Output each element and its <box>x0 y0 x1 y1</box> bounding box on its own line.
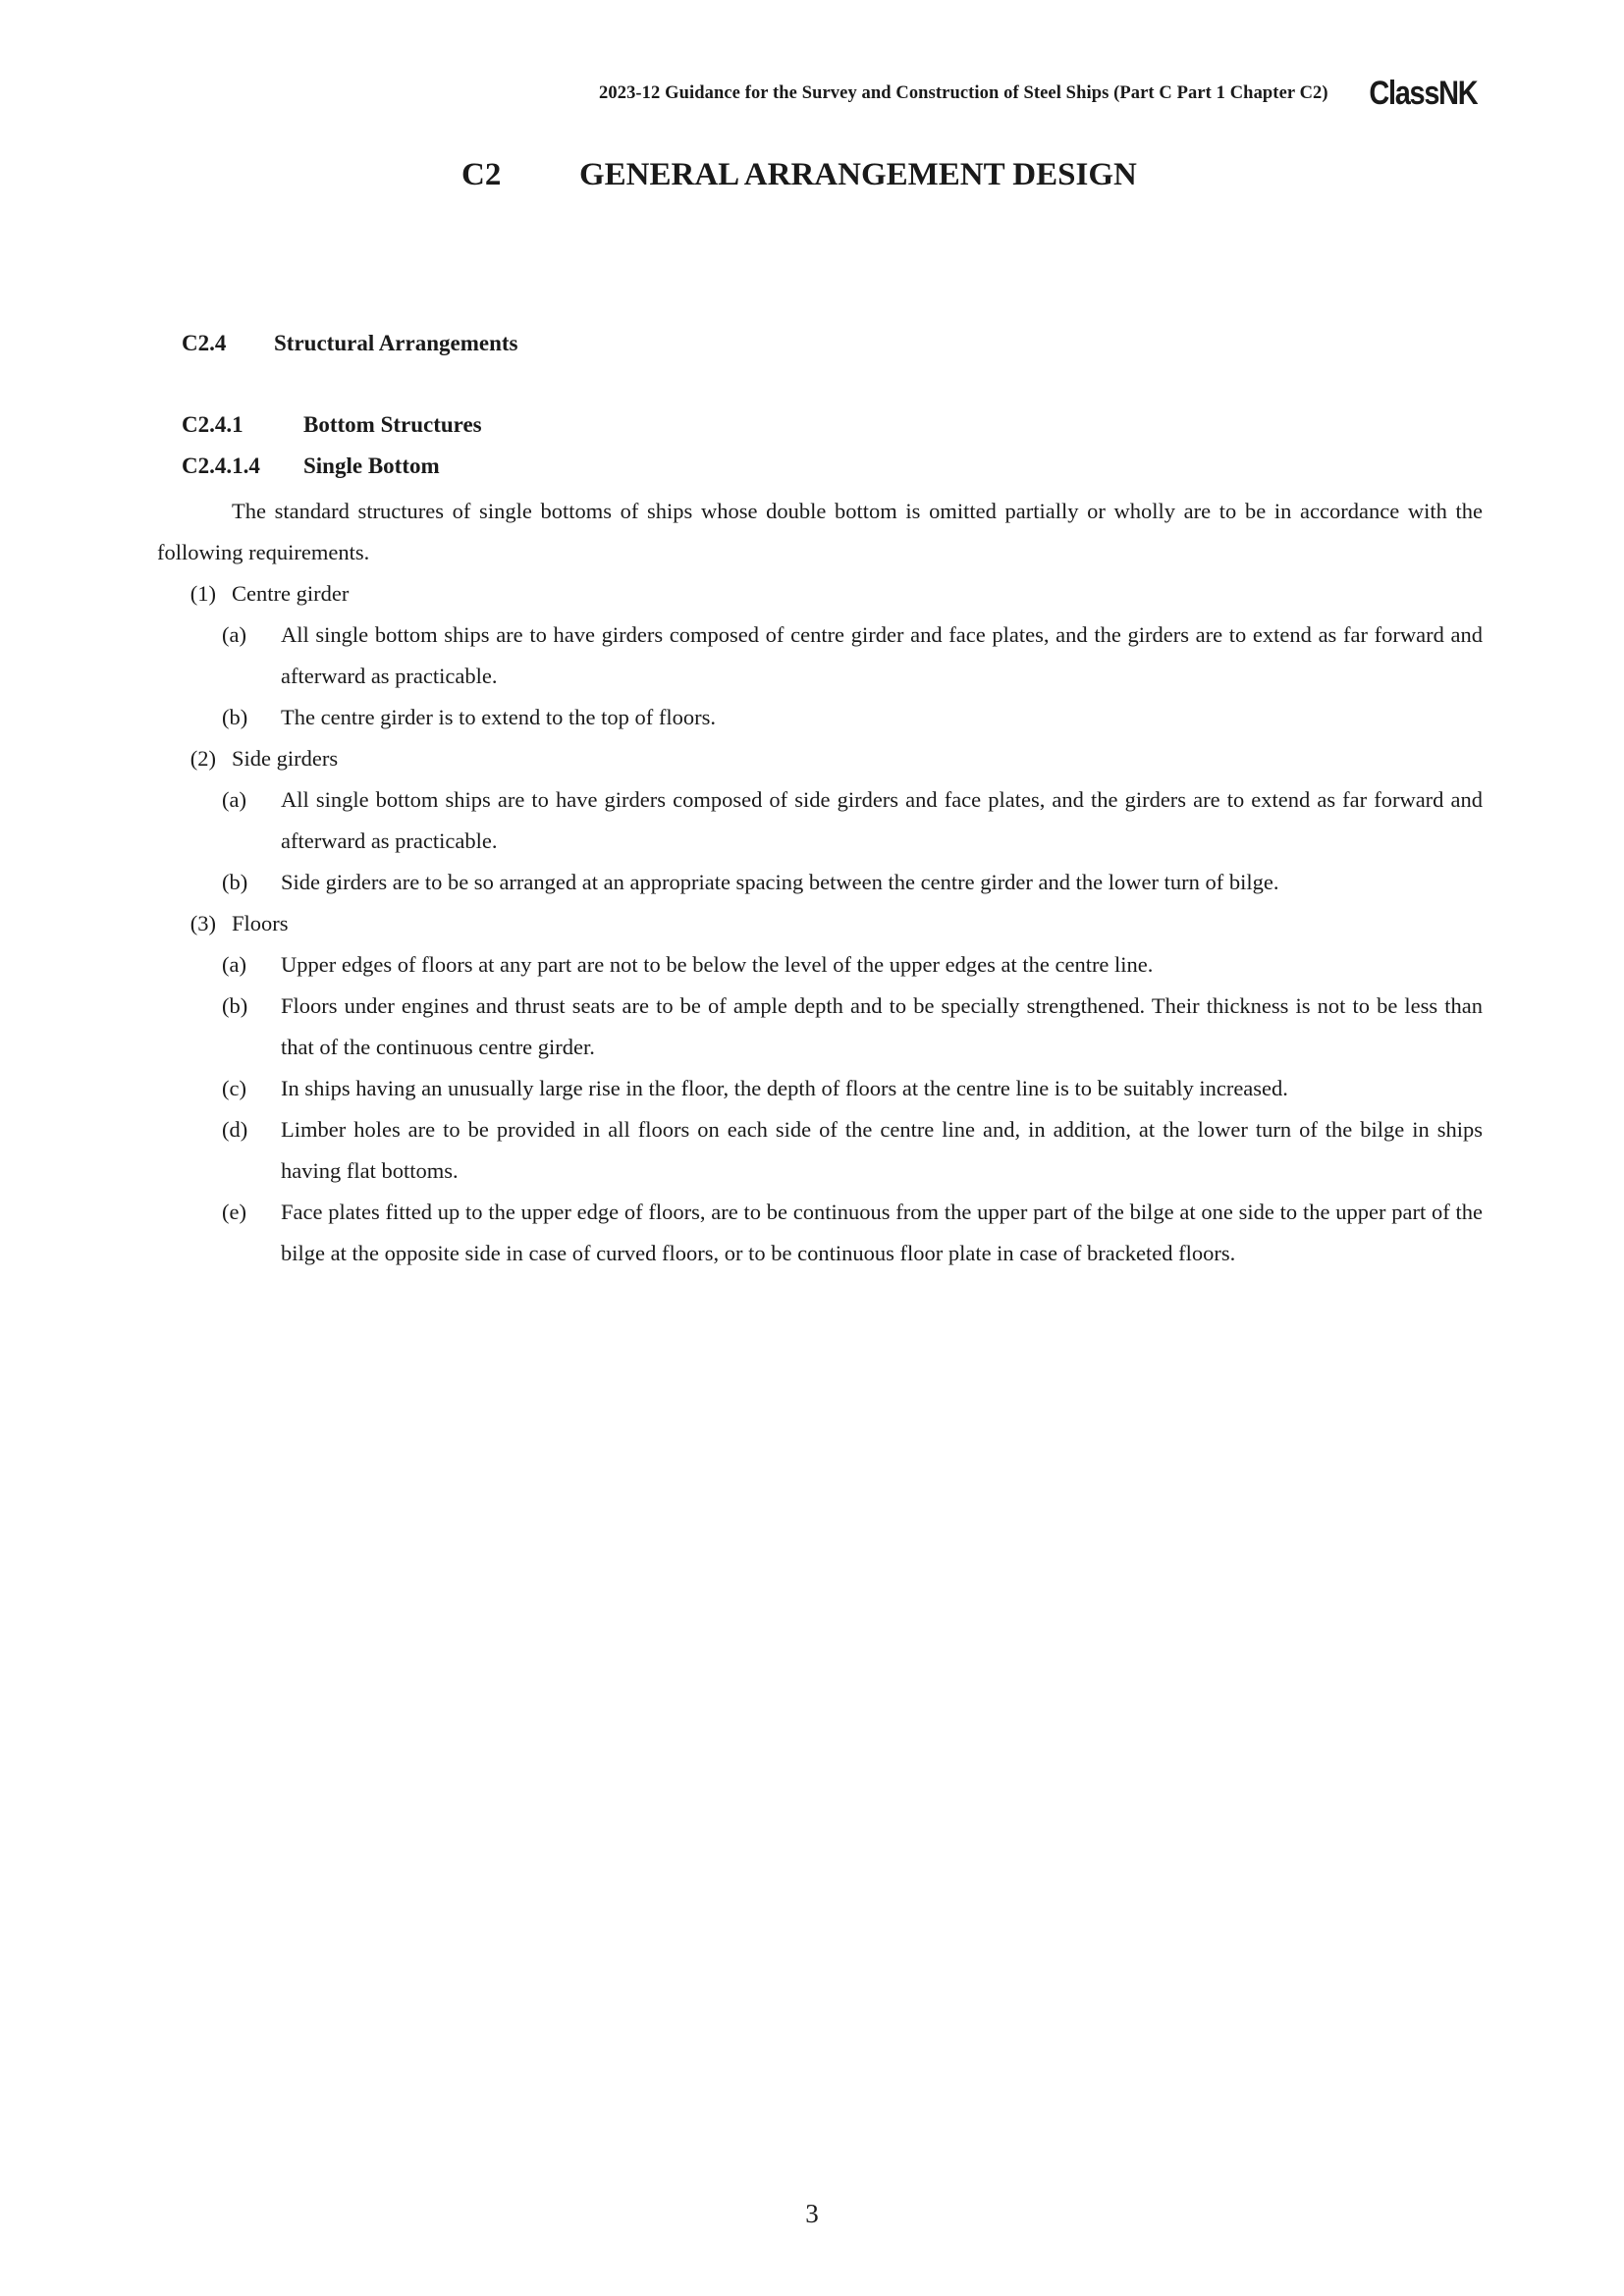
item-label: (1) <box>189 581 216 606</box>
sub-list-item <box>157 779 1483 862</box>
subitem-text: The centre girder is to extend to the top of floors. <box>281 705 716 729</box>
item-title: Centre girder <box>232 581 350 606</box>
subitem-label: (b) <box>222 993 248 1018</box>
subitem-text: In ships having an unusually large rise in the floor, the depth of floors at the centre line is to be suitably increased. <box>281 1076 1288 1100</box>
sub-list-item <box>157 986 1483 1068</box>
subitem-label: (b) <box>222 870 248 894</box>
body-text <box>157 491 1483 1274</box>
item-label: (3) <box>189 911 216 935</box>
page-number: 3 <box>805 2199 819 2228</box>
subitem-label: (e) <box>222 1200 246 1224</box>
sub-list-item <box>157 1192 1483 1274</box>
subitem-label: (c) <box>222 1076 246 1100</box>
list-item <box>157 738 1483 779</box>
chapter-number: C2 <box>461 157 502 192</box>
subitem-label: (a) <box>222 952 246 977</box>
subsubsection-number: C2.4.1.4 <box>182 454 260 478</box>
sub-list-item <box>157 697 1483 738</box>
subitem-label: (a) <box>222 622 246 647</box>
subitem-label: (d) <box>222 1117 248 1142</box>
list-item <box>157 903 1483 944</box>
subsubsection-title: Single Bottom <box>303 454 440 478</box>
subitem-text: Upper edges of floors at any part are not to be below the level of the upper edges at the centre line. <box>281 952 1154 977</box>
subsection-title: Bottom Structures <box>303 412 482 437</box>
section-number: C2.4 <box>182 331 227 355</box>
intro-paragraph: The standard structures of single bottoms of ships whose double bottom is omitted partially or wholly are to be in accordance with the following requirements. <box>157 499 1483 564</box>
item-title: Floors <box>232 911 289 935</box>
classnk-logo: ClassNK <box>1369 75 1477 112</box>
subitem-text: Side girders are to be so arranged at an appropriate spacing between the centre girder and the lower turn of bilge. <box>281 870 1279 894</box>
section-heading <box>182 331 518 356</box>
chapter-title <box>461 157 1247 193</box>
subitem-text: Limber holes are to be provided in all floors on each side of the centre line and, in addition, at the lower turn of the bilge in ships having flat bottoms. <box>281 1117 1483 1183</box>
sub-list-item <box>157 944 1483 986</box>
list-item <box>157 573 1483 614</box>
subsection-heading <box>182 412 482 438</box>
sub-list-item <box>157 862 1483 903</box>
section-title: Structural Arrangements <box>274 331 518 355</box>
running-title: 2023-12 Guidance for the Survey and Construction of Steel Ships (Part C Part 1 Chapter C2) <box>599 82 1328 103</box>
sub-list-item <box>157 1109 1483 1192</box>
sub-list-item <box>157 614 1483 697</box>
item-title: Side girders <box>232 746 339 771</box>
subitem-label: (b) <box>222 705 248 729</box>
page-header <box>412 77 1477 110</box>
subsubsection-heading <box>182 454 440 479</box>
chapter-name: GENERAL ARRANGEMENT DESIGN <box>579 157 1137 192</box>
subsection-number: C2.4.1 <box>182 412 244 437</box>
subitem-text: Floors under engines and thrust seats are to be of ample depth and to be specially strengthened. Their thickness is not to be less than that of the continuous centre girder. <box>281 993 1483 1059</box>
subitem-label: (a) <box>222 787 246 812</box>
sub-list-item <box>157 1068 1483 1109</box>
subitem-text: All single bottom ships are to have girders composed of side girders and face plates, and the girders are to extend as far forward and afterward as practicable. <box>281 787 1483 853</box>
subitem-text: Face plates fitted up to the upper edge of floors, are to be continuous from the upper part of the bilge at one side to the upper part of the bilge at the opposite side in case of curved floors, or to be continuous floor plate in case of bracketed floors. <box>281 1200 1483 1265</box>
item-label: (2) <box>189 746 216 771</box>
subitem-text: All single bottom ships are to have girders composed of centre girder and face plates, and the girders are to extend as far forward and afterward as practicable. <box>281 622 1483 688</box>
